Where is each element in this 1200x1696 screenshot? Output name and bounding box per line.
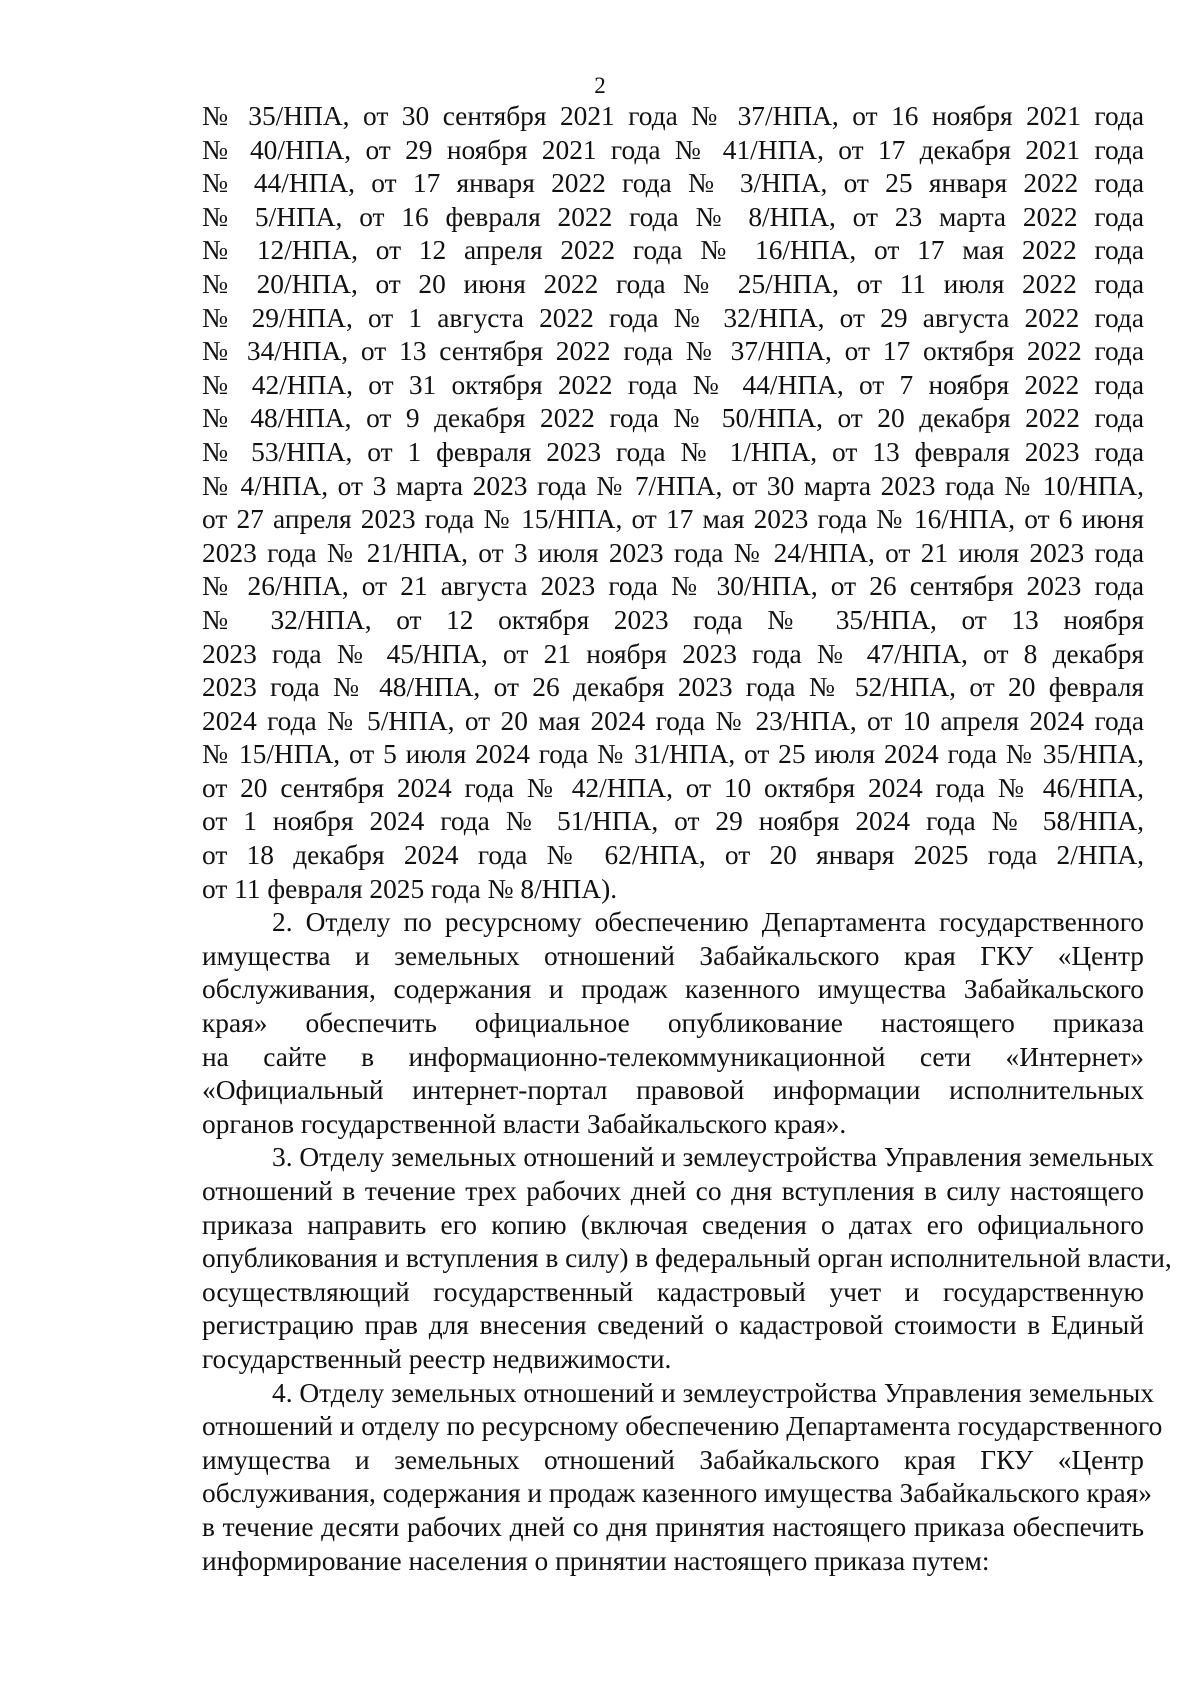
text-line: № 20/НПА, от 20 июня 2022 года № 25/НПА, от 11 июля 2022 года <box>202 268 1144 299</box>
paragraph-3 <box>202 1141 1172 1376</box>
text-line: 2024 года № 5/НПА, от 20 мая 2024 года № 23/НПА, от 10 апреля 2024 года <box>202 705 1144 736</box>
text-line: № 4/НПА, от 3 марта 2023 года № 7/НПА, от 30 марта 2023 года № 10/НПА, <box>202 470 1144 501</box>
paragraph-2 <box>202 906 1144 1141</box>
text-line: № 42/НПА, от 31 октября 2022 года № 44/НПА, от 7 ноября 2022 года <box>202 369 1144 400</box>
text-line: 2023 года № 45/НПА, от 21 ноября 2023 года № 47/НПА, от 8 декабря <box>202 638 1144 669</box>
text-line: на сайте в информационно-телекоммуникационной сети «Интернет» <box>202 1041 1144 1072</box>
text-line: отношений в течение трех рабочих дней со дня вступления в силу настоящего <box>202 1176 1144 1206</box>
text-line: № 34/НПА, от 13 сентября 2022 года № 37/НПА, от 17 октября 2022 года <box>202 336 1144 367</box>
text-line: от 18 декабря 2024 года № 62/НПА, от 20 января 2025 года 2/НПА, <box>202 840 1144 871</box>
text-line: края» обеспечить официальное опубликование настоящего приказа <box>202 1008 1144 1039</box>
paragraph-4 <box>202 1377 1163 1579</box>
paragraph-1 <box>202 100 1144 906</box>
text-line: 4. Отделу земельных отношений и землеустройства Управления земельных <box>272 1377 1154 1408</box>
text-line: № 44/НПА, от 17 января 2022 года № 3/НПА, от 25 января 2022 года <box>202 168 1144 199</box>
text-line: № 53/НПА, от 1 февраля 2023 года № 1/НПА, от 13 февраля 2023 года <box>202 436 1144 467</box>
text-line: № 12/НПА, от 12 апреля 2022 года № 16/НПА, от 17 мая 2022 года <box>202 235 1144 266</box>
text-line: № 29/НПА, от 1 августа 2022 года № 32/НПА, от 29 августа 2022 года <box>202 302 1144 333</box>
text-line: 2. Отделу по ресурсному обеспечению Департамента государственного <box>272 907 1144 938</box>
text-line: приказа направить его копию (включая сведения о датах его официального <box>202 1209 1144 1240</box>
text-line: опубликования и вступления в силу) в федеральный орган исполнительной власти, <box>202 1243 1172 1274</box>
text-line: от 20 сентября 2024 года № 42/НПА, от 10 октября 2024 года № 46/НПА, <box>202 772 1144 803</box>
text-line: обслуживания, содержания и продаж казенного имущества Забайкальского <box>202 974 1144 1005</box>
text-line: от 27 апреля 2023 года № 15/НПА, от 17 мая 2023 года № 16/НПА, от 6 июня <box>202 504 1144 535</box>
text-line: «Официальный интернет-портал правовой информации исполнительных <box>202 1075 1144 1106</box>
text-line: № 32/НПА, от 12 октября 2023 года № 35/НПА, от 13 ноября <box>202 604 1144 635</box>
text-line: № 40/НПА, от 29 ноября 2021 года № 41/НПА, от 17 декабря 2021 года <box>202 134 1144 165</box>
text-line: 2023 года № 21/НПА, от 3 июля 2023 года № 24/НПА, от 21 июля 2023 года <box>202 537 1144 568</box>
text-line: имущества и земельных отношений Забайкальского края ГКУ «Центр <box>202 940 1144 971</box>
text-line: 3. Отделу земельных отношений и землеустройства Управления земельных <box>272 1142 1154 1173</box>
text-line: № 26/НПА, от 21 августа 2023 года № 30/НПА, от 26 сентября 2023 года <box>202 571 1144 602</box>
text-line: № 15/НПА, от 5 июля 2024 года № 31/НПА, от 25 июля 2024 года № 35/НПА, <box>202 739 1144 770</box>
text-line: № 35/НПА, от 30 сентября 2021 года № 37/НПА, от 16 ноября 2021 года <box>202 101 1144 131</box>
text-line: государственный реестр недвижимости. <box>202 1343 672 1374</box>
text-line: 2023 года № 48/НПА, от 26 декабря 2023 года № 52/НПА, от 20 февраля <box>202 672 1144 703</box>
text-line: отношений и отделу по ресурсному обеспечению Департамента государственного <box>202 1411 1163 1442</box>
text-line: информирование населения о принятии настоящего приказа путем: <box>202 1545 990 1576</box>
text-line: регистрацию прав для внесения сведений о кадастровой стоимости в Единый <box>202 1310 1144 1341</box>
text-line: от 11 февраля 2025 года № 8/НПА). <box>202 873 618 904</box>
text-line: № 5/НПА, от 16 февраля 2022 года № 8/НПА, от 23 марта 2022 года <box>202 201 1144 232</box>
text-line: органов государственной власти Забайкальского края». <box>202 1108 847 1139</box>
text-line: осуществляющий государственный кадастровый учет и государственную <box>202 1276 1144 1307</box>
text-line: обслуживания, содержания и продаж казенного имущества Забайкальского края» <box>202 1478 1152 1509</box>
document-body <box>202 100 1172 1578</box>
text-line: от 1 ноября 2024 года № 51/НПА, от 29 ноября 2024 года № 58/НПА, <box>202 806 1144 837</box>
text-line: № 48/НПА, от 9 декабря 2022 года № 50/НПА, от 20 декабря 2022 года <box>202 403 1144 434</box>
page-number: 2 <box>594 73 606 98</box>
text-line: в течение десяти рабочих дней со дня принятия настоящего приказа обеспечить <box>202 1511 1144 1542</box>
text-line: имущества и земельных отношений Забайкальского края ГКУ «Центр <box>202 1444 1144 1475</box>
